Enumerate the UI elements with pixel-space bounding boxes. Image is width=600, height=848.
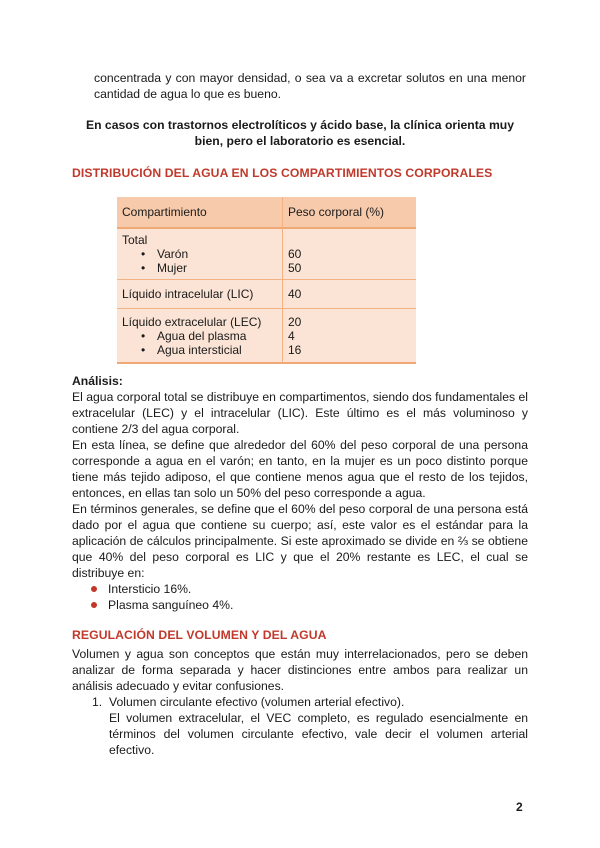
analysis-paragraph-1: El agua corporal total se distribuye en compartimentos, siendo dos fundamentales el extracelular (LEC) y el intracelular (LIC). Este último es el más voluminoso y contiene 2/3 del agua corporal.: [72, 390, 528, 436]
regulation-section: [72, 646, 528, 758]
bullet-icon: [91, 602, 97, 608]
lic-value: 40: [283, 280, 417, 309]
section-heading-distribution: DISTRIBUCIÓN DEL AGUA EN LOS COMPARTIMIENTOS CORPORALES: [72, 166, 493, 180]
regulation-numbered-list: [72, 694, 528, 758]
lic-label: Líquido intracelular (LIC): [117, 280, 283, 309]
section-heading-regulation: REGULACIÓN DEL VOLUMEN Y DEL AGUA: [72, 628, 327, 642]
table-header-row: [117, 197, 416, 228]
regulation-paragraph-1: Volumen y agua son conceptos que están muy interrelacionados, pero se deben analizar de forma separada y hacer distinciones entre ambos para realizar un análisis adecuado y evitar confusiones.: [72, 647, 528, 693]
lec-value: 20: [288, 315, 302, 329]
list-item: [72, 694, 528, 758]
table-header-compartment: Compartimiento: [117, 197, 283, 228]
compartments-table: [117, 197, 416, 364]
lec-sublist: [122, 329, 277, 357]
analysis-title: Análisis:: [72, 374, 123, 388]
intro-continuation: concentrada y con mayor densidad, o sea va a excretar solutos en una menor cantidad de agua lo que es bueno.: [94, 71, 526, 101]
bullet-icon: [91, 586, 97, 592]
analysis-section: [72, 373, 528, 613]
distribution-bullets: [72, 581, 528, 613]
analysis-paragraph-2: En esta línea, se define que alrededor del 60% del peso corporal de una persona corresponde a agua en el varón; en tanto, en la mujer es un poco distinto porque tiene más tejido adiposo, el que contiene menos agua que el resto de los tejidos, entonces, en ellas tan solo un 50% del peso corresponde a agua.: [72, 438, 528, 500]
list-item: • Mujer: [122, 261, 277, 275]
list-item: • Varón: [122, 247, 277, 261]
table-row-lic: [117, 280, 416, 309]
page-number: 2: [516, 800, 523, 814]
item-number: 1.: [92, 695, 103, 709]
highlight-note: [72, 117, 528, 149]
female-value: 50: [288, 261, 302, 275]
interstitial-value: 16: [288, 343, 302, 357]
lec-label: Líquido extracelular (LEC): [122, 315, 262, 329]
plasma-value: 4: [288, 329, 295, 343]
table-row-total: [117, 228, 416, 280]
list-item: • Agua del plasma: [122, 329, 277, 343]
item-title: Volumen circulante efectivo (volumen arterial efectivo).: [109, 695, 405, 709]
table-row-lec: [117, 309, 416, 364]
table-header-weight: Peso corporal (%): [283, 197, 417, 228]
list-item: Intersticio 16%.: [72, 581, 528, 597]
total-sublist: [122, 247, 277, 275]
total-label: Total: [122, 233, 148, 247]
list-item: • Agua intersticial: [122, 343, 277, 357]
highlight-line-2: bien, pero el laboratorio es esencial.: [194, 134, 406, 148]
analysis-paragraph-3: En términos generales, se define que el 60% del peso corporal de una persona está dado por el agua que contiene su cuerpo; así, este valor es el estándar para la aplicación de cálculos principalmente. Si este aproximado se divide en ⅔ se obtiene que 40% del peso corporal es LIC y que el 20% restante es LEC, el cual se distribuye en:: [72, 502, 528, 580]
highlight-line-1: En casos con trastornos electrolíticos y ácido base, la clínica orienta muy: [85, 118, 515, 132]
list-item: Plasma sanguíneo 4%.: [72, 597, 528, 613]
male-value: 60: [288, 247, 302, 261]
item-body: El volumen extracelular, el VEC completo, es regulado esencialmente en términos del volumen circulante efectivo, vale decir el volumen arterial efectivo.: [109, 711, 528, 757]
